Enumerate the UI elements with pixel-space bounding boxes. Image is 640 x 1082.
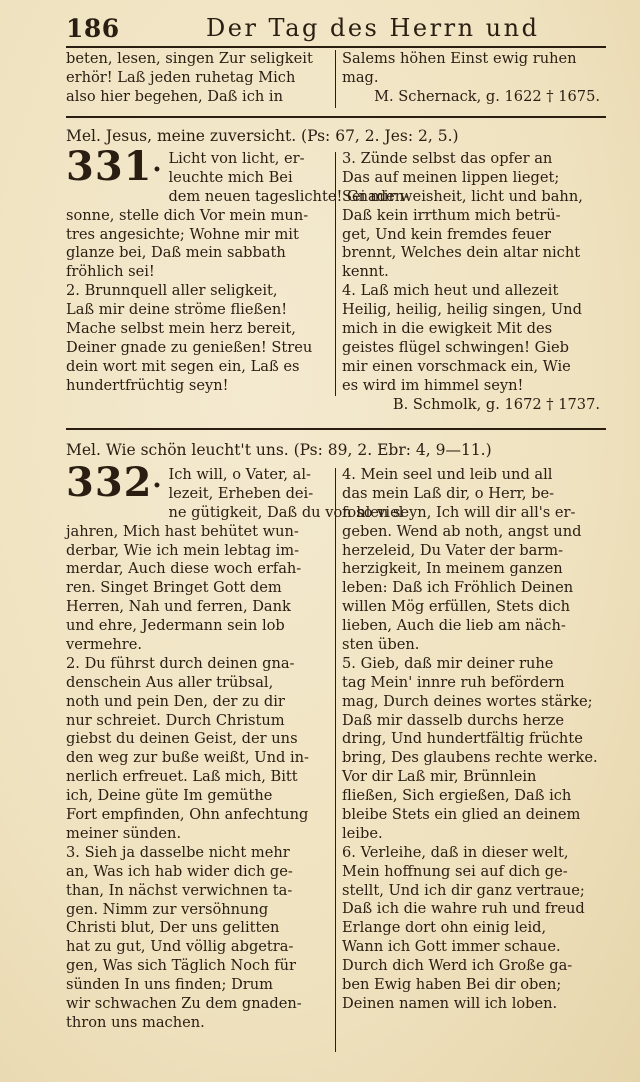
hymn-331-melody: Mel. Jesus, meine zuversicht. (Ps: 67, 2. Jes: 2, 5.) [66, 127, 459, 145]
author-attribution: B. Schmolk, g. 1672 † 1737. [392, 395, 600, 413]
text-line: giebst du deinen Geist, der uns [66, 730, 298, 748]
text-line: bleibe Stets ein glied an deinem [342, 806, 581, 824]
text-line: 3. Sieh ja dasselbe nicht mehr [66, 843, 290, 861]
hymn-332-number: 332• [66, 459, 163, 506]
text-line: Salems höhen Einst ewig ruhen [342, 50, 577, 67]
text-line: nerlich erfreuet. Laß mich, Bitt [66, 768, 298, 786]
text-line: fließen, Sich ergießen, Daß ich [342, 787, 572, 805]
text-line: dein wort mit segen ein, Laß es [66, 357, 300, 375]
text-line: merdar, Auch diese woch erfah- [66, 560, 302, 578]
text-line: also hier begehen, Daß ich in [66, 87, 284, 105]
text-line: Daß mir dasselb durchs herze [342, 711, 564, 729]
text-line: sonne, stelle dich Vor mein mun- [66, 206, 309, 224]
text-line: Fort empfinden, Ohn anfechtung [66, 806, 309, 824]
text-line: stellt, Und ich dir ganz vertraue; [342, 881, 585, 899]
text-line: beten, lesen, singen Zur seligkeit [66, 50, 313, 67]
text-line: ne gütigkeit, Daß du von so viel [168, 503, 404, 521]
text-line: dem neuen tageslichte! Gnaden- [168, 187, 410, 205]
text-line: Ich will, o Vater, al- [168, 466, 311, 483]
text-line: Das auf meinen lippen lieget; [342, 168, 560, 186]
text-line: ich, Deine güte Im gemüthe [66, 787, 273, 805]
text-line: wir schwachen Zu dem gnaden- [66, 994, 302, 1012]
page-header [66, 14, 606, 44]
text-line: kennt. [342, 263, 389, 281]
text-line: meiner sünden. [66, 824, 182, 842]
text-line: Sei mir weisheit, licht und bahn, [342, 187, 583, 205]
column-divider [335, 50, 336, 108]
text-line: thron uns machen. [66, 1013, 205, 1031]
text-line: nur schreiet. Durch Christum [66, 711, 285, 729]
text-line: denschein Aus aller trübsal, [66, 673, 274, 691]
text-line: leibe. [342, 824, 383, 842]
page-number: 186 [66, 14, 120, 43]
text-line: jahren, Mich hast behütet wun- [66, 522, 299, 540]
hymn-331 [66, 143, 606, 420]
text-line: fohlen seyn, Ich will dir all's er- [342, 503, 576, 521]
text-line: Mein hoffnung sei auf dich ge- [342, 862, 568, 880]
text-line: 6. Verleihe, daß in dieser welt, [342, 843, 569, 861]
text-line: 2. Brunnquell aller seligkeit, [66, 282, 278, 300]
text-line: Wann ich Gott immer schaue. [342, 938, 561, 956]
section-rule [66, 428, 606, 430]
text-line: 3. Zünde selbst das opfer an [342, 150, 553, 167]
carryover-right-column [342, 50, 606, 107]
text-line: brennt, Welches dein altar nicht [342, 244, 581, 262]
text-line: willen Mög erfüllen, Stets dich [342, 598, 571, 616]
text-line: Deinen namen will ich loben. [342, 994, 558, 1012]
text-line: mir einen vorschmack ein, Wie [342, 357, 571, 375]
text-line: leben: Daß ich Fröhlich Deinen [342, 579, 574, 597]
text-line: 5. Gieb, daß mir deiner ruhe [342, 654, 554, 672]
hymn-332-right-column [342, 466, 606, 1014]
header-rule [66, 46, 606, 48]
hymn-332 [66, 459, 606, 1066]
text-line: Erlange dort ohn einig leid, [342, 919, 547, 937]
text-line: sten üben. [342, 636, 420, 654]
text-line: glanze bei, Daß mein sabbath [66, 244, 286, 262]
text-line: noth und pein Den, der zu dir [66, 692, 285, 710]
text-line: Mache selbst mein herz bereit, [66, 320, 296, 338]
text-line: vermehre. [66, 636, 142, 654]
text-line: sünden In uns finden; Drum [66, 976, 274, 994]
text-line: und ehre, Jedermann sein lob [66, 617, 285, 635]
text-line: lieben, Auch die lieb am näch- [342, 617, 566, 635]
text-line: es wird im himmel seyn! [342, 376, 524, 394]
text-line: an, Was ich hab wider dich ge- [66, 862, 293, 880]
text-line: 4. Laß mich heut und allezeit [342, 282, 559, 300]
hymn-331-right-column [342, 150, 606, 414]
text-line: gen. Nimm zur versöhnung [66, 900, 269, 918]
text-line: Heilig, heilig, heilig singen, Und [342, 301, 582, 319]
text-line: gen, Was sich Täglich Noch für [66, 957, 297, 975]
carryover-left-column [66, 50, 328, 107]
text-line: herzigkeit, In meinem ganzen [342, 560, 563, 578]
text-line: Durch dich Werd ich Große ga- [342, 957, 573, 975]
text-line: derbar, Wie ich mein lebtag im- [66, 541, 300, 559]
text-line: than, In nächst verwichnen ta- [66, 881, 293, 899]
text-line: tres angesichte; Wohne mir mit [66, 225, 299, 243]
running-title: Der Tag des Herrn und [206, 14, 540, 42]
text-line: den weg zur buße weißt, Und in- [66, 749, 309, 767]
text-line: Licht von licht, er- [168, 150, 305, 167]
text-line: mich in die ewigkeit Mit des [342, 320, 553, 338]
text-line: ben Ewig haben Bei dir oben; [342, 976, 562, 994]
text-line: mag. [342, 68, 379, 86]
text-line: Deiner gnade zu genießen! Streu [66, 338, 313, 356]
column-divider [335, 152, 336, 396]
text-line: Laß mir deine ströme fließen! [66, 301, 288, 319]
carryover-hymn-end [66, 50, 606, 110]
text-line: tag Mein' innre ruh befördern [342, 673, 565, 691]
text-line: Vor dir Laß mir, Brünnlein [342, 768, 537, 786]
text-line: das mein Laß dir, o Herr, be- [342, 484, 555, 502]
text-line: herzeleid, Du Vater der barm- [342, 541, 564, 559]
text-line: geistes flügel schwingen! Gieb [342, 338, 569, 356]
text-line: fröhlich sei! [66, 263, 155, 281]
text-line: hundertfrüchtig seyn! [66, 376, 229, 394]
text-line: mag, Durch deines wortes stärke; [342, 692, 593, 710]
text-line: lezeit, Erheben dei- [168, 484, 314, 502]
author-attribution: M. Schernack, g. 1622 † 1675. [374, 87, 600, 105]
section-rule [66, 116, 606, 118]
hymn-332-melody: Mel. Wie schön leucht't uns. (Ps: 89, 2. Ebr: 4, 9—11.) [66, 441, 492, 459]
text-line: 2. Du führst durch deinen gna- [66, 654, 295, 672]
text-line: ren. Singet Bringet Gott dem [66, 579, 282, 597]
text-line: bring, Des glaubens rechte werke. [342, 749, 598, 767]
column-divider [335, 468, 336, 1052]
text-line: erhör! Laß jeden ruhetag Mich [66, 68, 296, 86]
text-line: hat zu gut, Und völlig abgetra- [66, 938, 294, 956]
text-line: Daß kein irrthum mich betrü- [342, 206, 561, 224]
text-line: get, Und kein fremdes feuer [342, 225, 551, 243]
text-line: Daß ich die wahre ruh und freud [342, 900, 585, 918]
text-line: dring, Und hundertfältig früchte [342, 730, 583, 748]
text-line: Christi blut, Der uns gelitten [66, 919, 280, 937]
text-line: geben. Wend ab noth, angst und [342, 522, 582, 540]
text-line: 4. Mein seel und leib und all [342, 466, 553, 483]
hymn-331-number: 331• [66, 143, 163, 190]
text-line: Herren, Nah und ferren, Dank [66, 598, 291, 616]
text-line: leuchte mich Bei [168, 168, 293, 186]
